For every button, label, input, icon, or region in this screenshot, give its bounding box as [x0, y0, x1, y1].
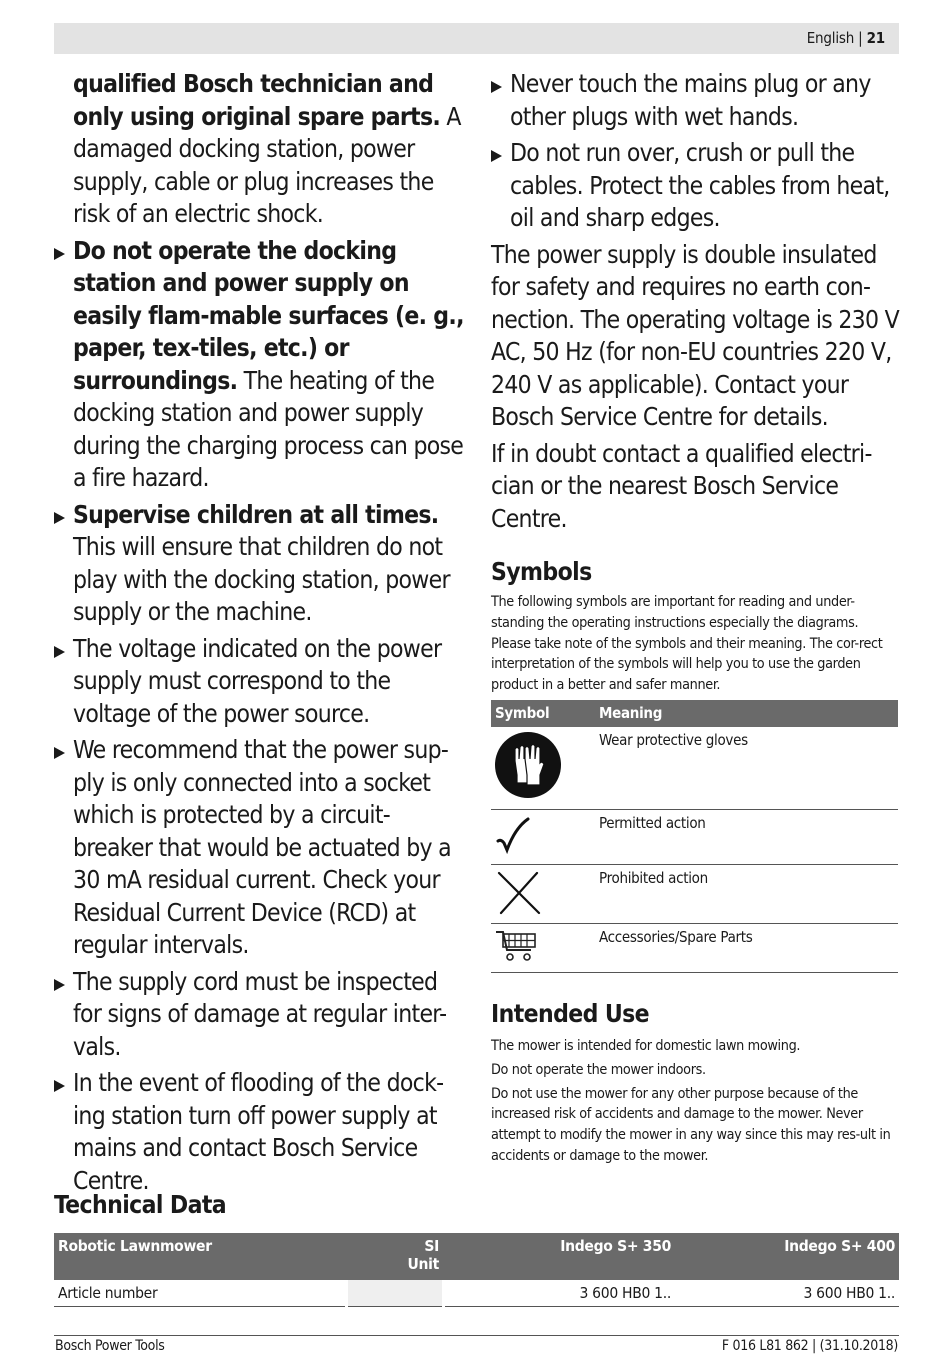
- safety-item-wet-hands: [491, 68, 901, 133]
- symbol-cell: [491, 923, 595, 972]
- bullet-triangle-icon: [54, 1080, 65, 1092]
- bullet-triangle-icon: [54, 979, 65, 991]
- bullet-triangle-icon: [54, 248, 65, 260]
- safety-item-flammable: [54, 235, 464, 495]
- symbols-intro: The following symbols are important for reading and under-standing the operating instructions especially the diagrams. Please take note of the symbols and their meaning. The cor-rect interpretation of the symbols will help you to use the garden product in a better and safer manner.: [491, 594, 883, 694]
- column-header-meaning: Meaning: [595, 700, 898, 727]
- continued-paragraph: [54, 68, 464, 231]
- technical-data-header: [54, 1233, 899, 1280]
- technical-data-heading: Technical Data: [54, 1190, 227, 1219]
- item-text: This will ensure that children do not play with the docking station, power supply or the machine.: [73, 532, 450, 626]
- footer-divider: [54, 1335, 899, 1336]
- table-row: [54, 1280, 899, 1307]
- symbol-cell: [491, 809, 595, 864]
- column-header-s350: Indego S+ 350: [443, 1233, 675, 1280]
- symbol-cell: [491, 727, 595, 810]
- si-unit-line2: Unit: [407, 1255, 439, 1273]
- right-column: [491, 68, 901, 1167]
- symbol-cell: [491, 864, 595, 923]
- safety-item-supply-cord: [54, 966, 464, 1064]
- bullet-triangle-icon: [491, 150, 502, 162]
- electrician-paragraph: If in doubt contact a qualified electri-cian or the nearest Bosch Service Centre.: [491, 438, 872, 533]
- footer-brand: Bosch Power Tools: [55, 1338, 165, 1354]
- continued-text: A damaged docking station, power supply, cable or plug increases the risk of an electric shock.: [73, 101, 461, 228]
- bullet-triangle-icon: [54, 512, 65, 524]
- meaning-cell: Accessories/Spare Parts: [595, 923, 898, 972]
- column-header-symbol: Symbol: [491, 700, 595, 727]
- intended-use-heading: Intended Use: [491, 998, 650, 1028]
- item-text: Do not run over, crush or pull the cables. Protect the cables from heat, oil and sharp edges.: [510, 138, 890, 232]
- table-row: [491, 923, 898, 972]
- safety-item-children: [54, 499, 464, 629]
- bullet-triangle-icon: [54, 747, 65, 759]
- page-header: [54, 23, 899, 54]
- row-unit: [346, 1280, 443, 1307]
- header-language: English: [806, 29, 855, 47]
- row-label: Article number: [54, 1280, 346, 1307]
- item-text: In the event of flooding of the dock-ing station turn off power supply at mains and contact Bosch Service Centre.: [73, 1068, 444, 1195]
- header-separator: |: [858, 29, 863, 47]
- column-header-product: Robotic Lawnmower: [54, 1233, 346, 1280]
- intended-use-paragraph: The mower is intended for domestic lawn mowing.: [491, 1037, 801, 1054]
- item-text: The supply cord must be inspected for signs of damage at regular inter-vals.: [73, 966, 447, 1061]
- column-header-si-unit: [346, 1233, 443, 1280]
- si-unit-line1: SI: [424, 1237, 439, 1255]
- item-text: Never touch the mains plug or any other plugs with wet hands.: [510, 69, 871, 131]
- left-column: [54, 68, 464, 1201]
- meaning-cell: Permitted action: [595, 809, 898, 864]
- row-s350: 3 600 HB0 1..: [443, 1280, 675, 1307]
- safety-item-cables: [491, 137, 901, 235]
- item-bold: Do not operate the docking station and power supply on easily flam-mable surfaces (e. g., paper, tex-tiles, etc.) or surroundings.: [73, 235, 464, 395]
- symbols-table: [491, 700, 898, 973]
- gloves-icon: [495, 731, 565, 801]
- meaning-cell: Prohibited action: [595, 864, 898, 923]
- cross-icon: [495, 869, 543, 915]
- meaning-cell: Wear protective gloves: [595, 727, 898, 810]
- table-row: [491, 809, 898, 864]
- intended-use-paragraph: Do not use the mower for any other purpose because of the increased risk of accidents and damage to the mower. Never attempt to modify the mower in any way since this may res-ult in accidents or damage to the mower.: [491, 1085, 891, 1164]
- symbols-table-header: [491, 700, 898, 727]
- table-row: [491, 727, 898, 810]
- continued-bold: qualified Bosch technician and only using original spare parts.: [73, 69, 441, 131]
- column-header-s400: Indego S+ 400: [675, 1233, 899, 1280]
- checkmark-icon: [495, 814, 535, 856]
- item-text: The heating of the docking station and power supply during the charging process can pose a fire hazard.: [73, 365, 464, 492]
- intended-use-paragraph: Do not operate the mower indoors.: [491, 1061, 706, 1078]
- shopping-cart-icon: [495, 928, 539, 964]
- bullet-triangle-icon: [491, 81, 502, 93]
- page-number: 21: [866, 29, 885, 47]
- footer-doc-number: F 016 L81 862 | (31.10.2018): [721, 1338, 898, 1354]
- safety-item-flooding: [54, 1067, 464, 1197]
- item-bold: Supervise children at all times.: [73, 499, 439, 529]
- header-text: [807, 29, 885, 47]
- item-text: We recommend that the power sup-ply is only connected into a socket which is protected by a circuit-breaker that would be actuated by a 30 mA residual current. Check your Residual Current Device (RCD) at regular intervals.: [73, 735, 451, 959]
- table-row: [491, 864, 898, 923]
- symbols-heading: Symbols: [491, 557, 592, 586]
- row-s400: 3 600 HB0 1..: [675, 1280, 899, 1307]
- bullet-triangle-icon: [54, 646, 65, 658]
- technical-data-table: [54, 1233, 899, 1307]
- safety-item-rcd: [54, 734, 464, 962]
- insulation-paragraph: The power supply is double insulated for safety and requires no earth con-nection. The operating voltage is 230 V AC, 50 Hz (for non-EU countries 220 V, 240 V as applicable). Contact your Bosch Service Centre for details.: [491, 239, 899, 431]
- item-text: The voltage indicated on the power supply must correspond to the voltage of the power source.: [73, 633, 442, 728]
- safety-item-voltage: [54, 633, 464, 731]
